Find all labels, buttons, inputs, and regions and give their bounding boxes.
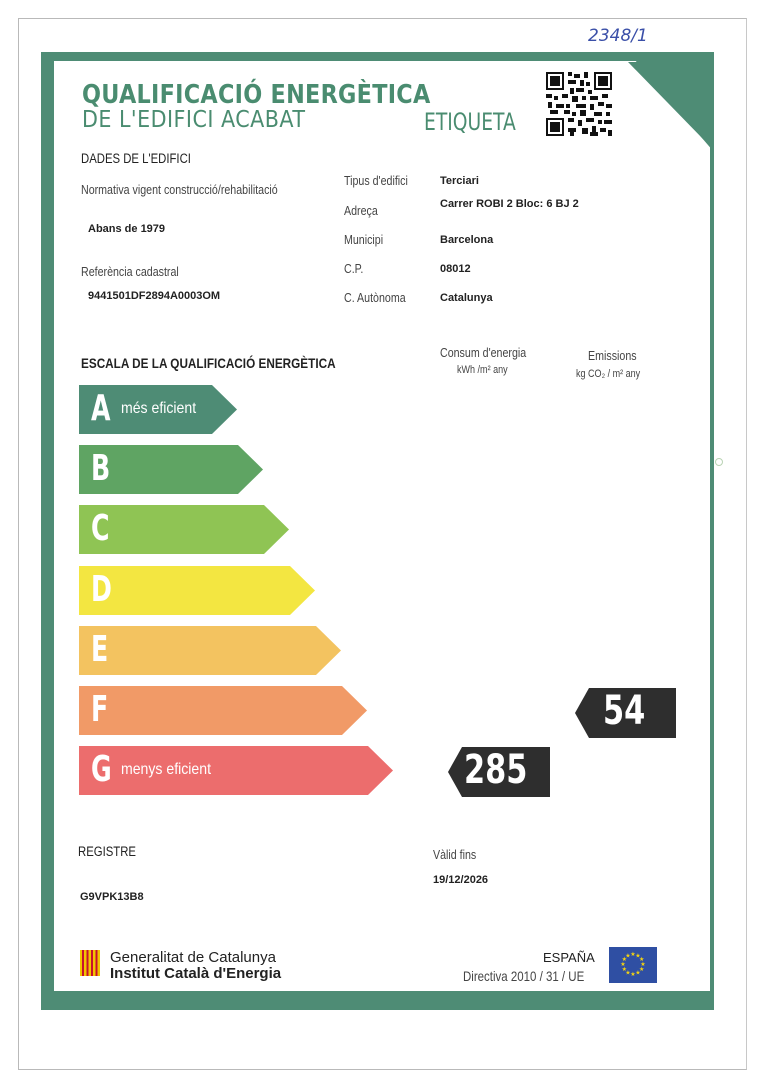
country-label: ESPAÑA [543, 950, 595, 965]
energy-class-letter: F [91, 689, 109, 730]
energy-class-bar-c [79, 505, 289, 554]
svg-text:★: ★ [635, 952, 641, 960]
consumption-value: 285 [464, 747, 528, 793]
registry-value: G9VPK13B8 [80, 891, 144, 903]
regulation-label: Normativa vigent construcció/rehabilitació [81, 182, 278, 197]
svg-text:★: ★ [625, 952, 631, 960]
valid-until-label: Vàlid fins [433, 847, 477, 862]
svg-text:★: ★ [630, 971, 636, 978]
handwritten-reference: 2348/1 [588, 26, 648, 46]
consumption-value-tag [448, 747, 550, 797]
title-line-2: DE L'EDIFICI ACABAT [82, 107, 306, 133]
building-type-value: Terciari [440, 175, 479, 187]
svg-text:★: ★ [630, 951, 636, 958]
valid-until-value: 19/12/2026 [433, 874, 489, 886]
org-line-1: Generalitat de Catalunya [110, 949, 276, 966]
postal-code-label: C.P. [344, 261, 364, 276]
emissions-units: kg CO₂ / m² any [576, 368, 641, 380]
address-label: Adreça [344, 203, 378, 218]
org-line-2: Institut Català d'Energia [110, 965, 282, 982]
municipality-value: Barcelona [440, 234, 494, 246]
label-word: ETIQUETA [424, 108, 516, 136]
emissions-value: 54 [603, 688, 646, 734]
qr-code-icon [546, 72, 612, 136]
region-value: Catalunya [440, 292, 493, 304]
consumption-units: kWh /m² any [457, 364, 508, 376]
energy-class-bar-e [79, 626, 341, 675]
energy-class-letter: D [91, 568, 112, 610]
energy-class-bar-f [79, 686, 367, 735]
consumption-heading: Consum d'energia [440, 345, 527, 360]
registry-label: REGISTRE [78, 844, 136, 859]
cadastral-label: Referència cadastral [81, 264, 179, 279]
svg-text:★: ★ [625, 969, 631, 977]
energy-class-letter: B [91, 448, 111, 490]
energy-class-letter: A [91, 388, 111, 429]
energy-class-letter: G [91, 749, 112, 791]
building-type-label: Tipus d'edifici [344, 173, 408, 188]
address-value: Carrer ROBI 2 Bloc: 6 BJ 2 [440, 198, 579, 210]
energy-class-letter: E [91, 628, 109, 670]
scan-mark [715, 458, 723, 466]
svg-text:★: ★ [635, 969, 641, 977]
svg-text:★: ★ [640, 961, 646, 968]
postal-code-value: 08012 [440, 263, 471, 275]
generalitat-logo-icon [78, 948, 102, 978]
scale-heading: ESCALA DE LA QUALIFICACIÓ ENERGÈTICA [81, 355, 336, 371]
region-label: C. Autònoma [344, 290, 406, 305]
energy-class-bar-b [79, 445, 263, 494]
energy-class-letter: C [91, 508, 110, 550]
energy-class-bar-d [79, 566, 315, 615]
regulation-value: Abans de 1979 [88, 223, 166, 235]
emissions-value-tag [575, 688, 676, 738]
emissions-heading: Emissions [588, 348, 637, 363]
title-line-1: QUALIFICACIÓ ENERGÈTICA [82, 80, 431, 110]
municipality-label: Municipi [344, 232, 384, 247]
eu-flag-icon [609, 947, 657, 983]
cadastral-value: 9441501DF2894A0003OM [88, 290, 221, 302]
directive-label: Directiva 2010 / 31 / UE [463, 968, 585, 984]
building-data-heading: DADES DE L'EDIFICI [81, 151, 191, 166]
corner-triangle [628, 52, 714, 152]
svg-text:★: ★ [620, 961, 626, 968]
svg-text:★: ★ [639, 966, 645, 973]
energy-class-description: menys eficient [121, 761, 211, 779]
svg-text:★: ★ [621, 966, 627, 973]
svg-text:★: ★ [621, 956, 627, 963]
energy-class-bar-a [79, 385, 237, 434]
energy-class-description: més eficient [121, 400, 197, 417]
svg-text:★: ★ [639, 956, 645, 963]
energy-class-bar-g [79, 746, 393, 795]
